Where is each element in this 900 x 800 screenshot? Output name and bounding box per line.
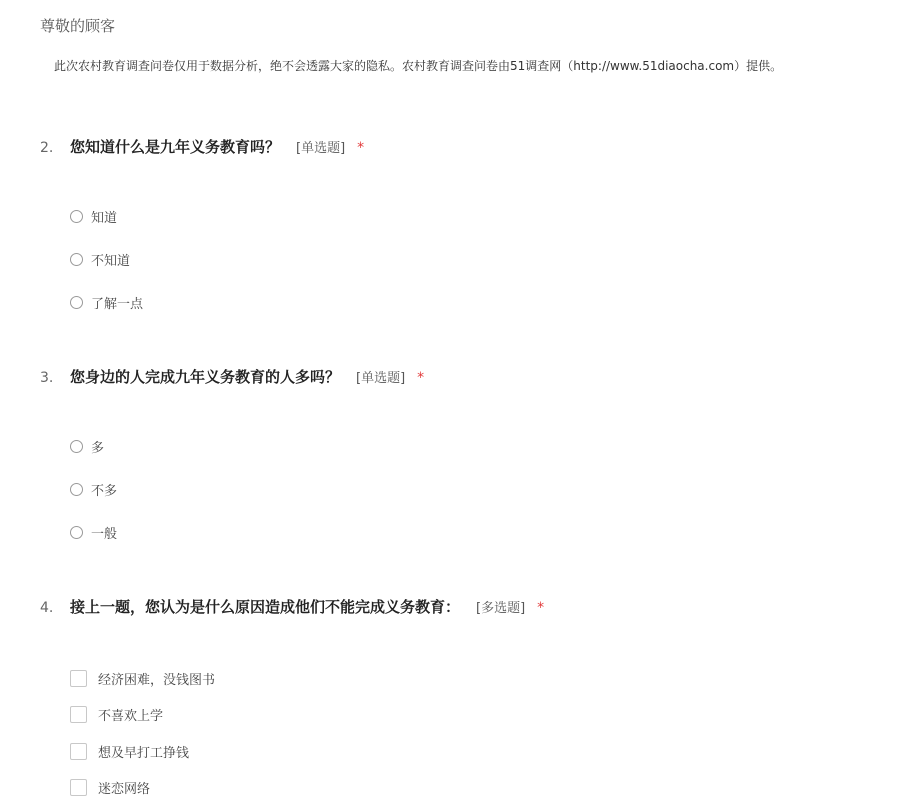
option-label: 不多: [91, 484, 118, 499]
radio-button[interactable]: [70, 483, 83, 496]
q4-option-work-early[interactable]: [70, 742, 189, 761]
q3-option-average[interactable]: [70, 523, 117, 542]
option-label: 知道: [91, 211, 118, 226]
radio-button[interactable]: [70, 210, 83, 223]
q4-option-dislike-school[interactable]: [70, 705, 163, 724]
q2-option-know[interactable]: [70, 207, 117, 226]
question-4-header: [40, 596, 544, 617]
option-label: 了解一点: [91, 297, 144, 312]
radio-button[interactable]: [70, 253, 83, 266]
required-marker: *: [537, 600, 545, 616]
checkbox[interactable]: [70, 706, 87, 723]
q2-option-dont-know[interactable]: [70, 250, 130, 269]
question-title: 您知道什么是九年义务教育吗？: [70, 138, 281, 156]
q3-option-many[interactable]: [70, 437, 104, 456]
question-type-badge: [单选题]: [356, 371, 406, 386]
option-label: 一般: [91, 527, 118, 542]
checkbox[interactable]: [70, 743, 87, 760]
radio-button[interactable]: [70, 526, 83, 539]
option-label: 多: [91, 441, 105, 456]
option-label: 不知道: [91, 254, 131, 269]
checkbox[interactable]: [70, 670, 87, 687]
question-number: 3.: [40, 370, 54, 386]
radio-button[interactable]: [70, 440, 83, 453]
question-number: 4.: [40, 600, 54, 616]
option-label: 迷恋网络: [98, 782, 151, 797]
option-label: 想及早打工挣钱: [98, 746, 190, 761]
required-marker: *: [357, 140, 365, 156]
question-title: 您身边的人完成九年义务教育的人多吗？: [70, 368, 341, 386]
q4-option-internet[interactable]: [70, 778, 150, 797]
radio-button[interactable]: [70, 296, 83, 309]
required-marker: *: [417, 370, 425, 386]
q4-option-economic[interactable]: [70, 669, 215, 688]
question-type-badge: [单选题]: [296, 141, 346, 156]
q2-option-some[interactable]: [70, 293, 143, 312]
q3-option-few[interactable]: [70, 480, 117, 499]
question-3-header: [40, 366, 424, 387]
question-title: 接上一题，您认为是什么原因造成他们不能完成义务教育：: [70, 598, 461, 616]
question-number: 2.: [40, 140, 54, 156]
greeting-heading: 尊敬的顾客: [40, 17, 116, 35]
option-label: 经济困难，没钱图书: [98, 673, 216, 688]
survey-intro: 此次农村教育调查问卷仅用于数据分析，绝不会透露大家的隐私。农村教育调查问卷由51调查网（http://www.51diaocha.com）提供。: [54, 59, 783, 73]
question-type-badge: [多选题]: [476, 601, 526, 616]
question-2-header: [40, 136, 364, 157]
option-label: 不喜欢上学: [98, 709, 164, 724]
checkbox[interactable]: [70, 779, 87, 796]
